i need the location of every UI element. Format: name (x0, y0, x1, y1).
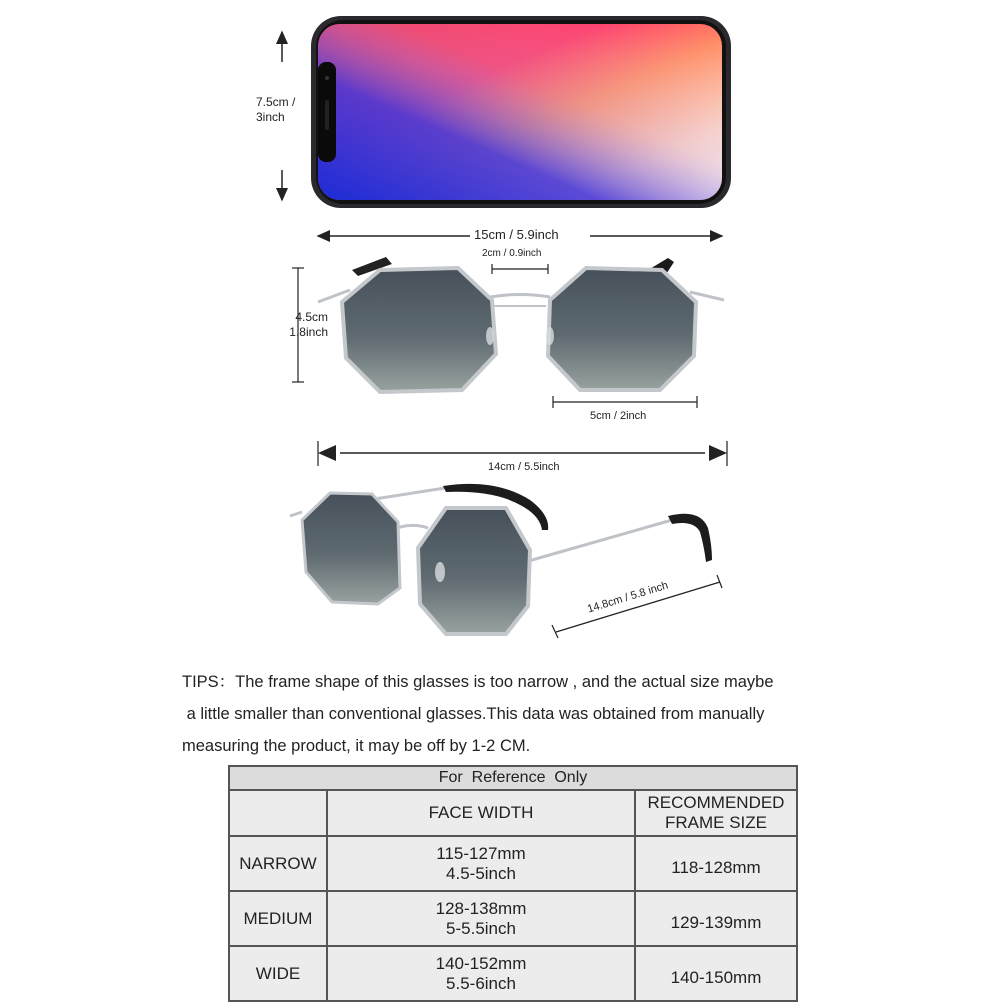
table-row (229, 836, 797, 891)
row-face-width-mm: 115-127mm (436, 843, 526, 863)
size-reference-table (228, 765, 798, 1002)
bridge-width-arrow (492, 264, 548, 274)
lens-width-label: 5cm / 2inch (590, 410, 647, 422)
table-header-row (229, 790, 797, 836)
phone-height-label (256, 95, 295, 125)
phone-height-cm: 7.5cm / (256, 95, 296, 109)
lens-height-label (280, 310, 328, 340)
phone-illustration (311, 16, 731, 208)
row-size-label: MEDIUM (229, 891, 327, 946)
header-recommended-line-1: RECOMMENDED (647, 793, 785, 812)
row-face-width-mm: 140-152mm (435, 953, 527, 973)
lens-width-arrow (553, 396, 697, 408)
header-empty-cell (229, 790, 327, 836)
row-face-width (327, 891, 635, 946)
lens-height-inch: 1.8inch (289, 325, 328, 339)
header-face-width: FACE WIDTH (327, 790, 635, 836)
row-face-width-inch: 5-5.5inch (446, 918, 516, 938)
tips-line-1: TIPS：The frame shape of this glasses is too narrow , and the actual size maybe (182, 673, 774, 691)
row-face-width (327, 946, 635, 1001)
table-row (229, 891, 797, 946)
tips-line-3: measuring the product, it may be off by 1-2 CM. (182, 737, 531, 755)
table-caption: For Reference Only (229, 766, 797, 790)
row-size-label: WIDE (229, 946, 327, 1001)
row-size-label: NARROW (229, 836, 327, 891)
lens-height-cm: 4.5cm (295, 310, 328, 324)
table-row (229, 946, 797, 1001)
row-face-width (327, 836, 635, 891)
row-frame-size: 140-150mm (635, 946, 797, 1001)
side-glasses-illustration (290, 484, 712, 634)
row-face-width-mm: 128-138mm (435, 898, 527, 918)
bridge-width-label: 2cm / 0.9inch (482, 248, 542, 259)
temple-length-arrow (552, 575, 722, 638)
header-recommended-line-2: FRAME SIZE (664, 813, 767, 832)
tips-line-2: a little smaller than conventional glasses.This data was obtained from manually (182, 705, 765, 723)
phone-height-inch: 3inch (256, 110, 285, 124)
row-frame-size: 129-139mm (635, 891, 797, 946)
tips-text (182, 666, 862, 762)
temple-length-label: 14.8cm / 5.8 inch (586, 579, 670, 616)
table-caption-row (229, 766, 797, 790)
header-recommended (635, 790, 797, 836)
row-face-width-inch: 4.5-5inch (446, 863, 516, 883)
front-width-label: 15cm / 5.9inch (474, 227, 559, 242)
temple-span-label: 14cm / 5.5inch (488, 461, 560, 473)
row-frame-size: 118-128mm (635, 836, 797, 891)
row-face-width-inch: 5.5-6inch (446, 973, 516, 993)
front-glasses-illustration (318, 257, 724, 392)
